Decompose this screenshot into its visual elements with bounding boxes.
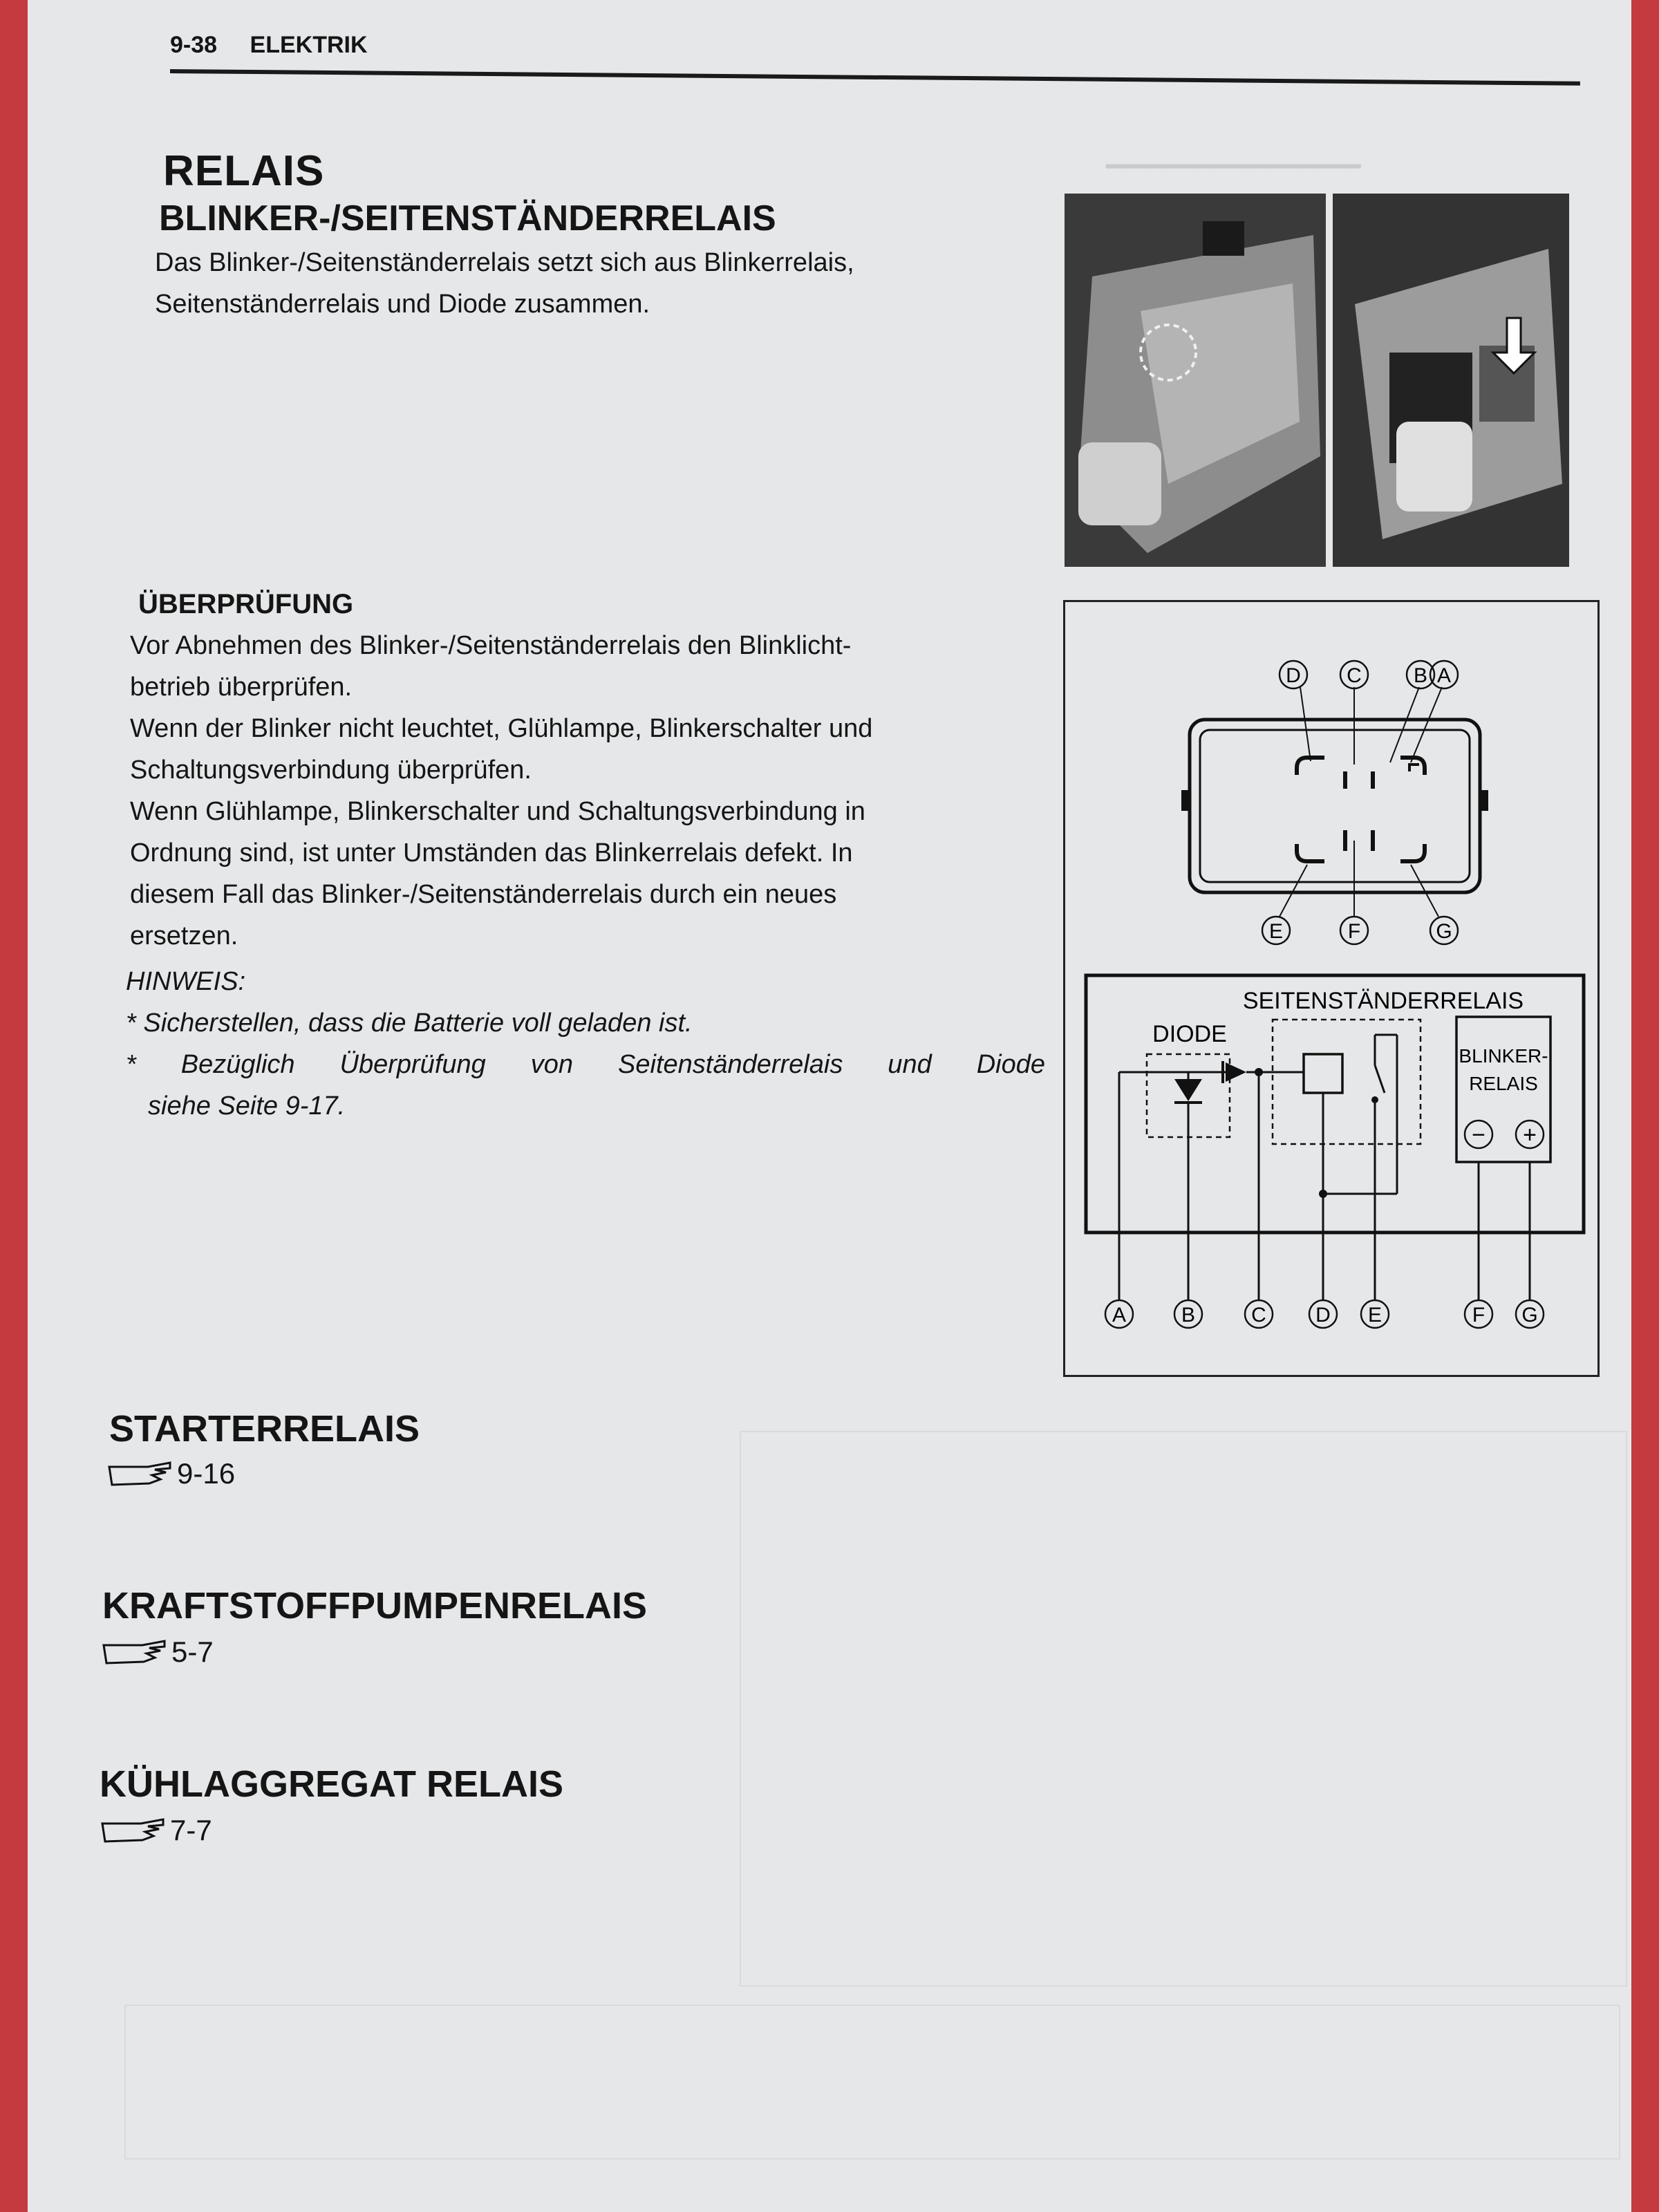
hinweis-title: HINWEIS: (126, 967, 246, 996)
svg-text:+: + (1523, 1122, 1537, 1148)
terminal-label-d (1309, 1300, 1337, 1328)
svg-text:A: A (1112, 1304, 1127, 1327)
relay-diagram-svg (1065, 602, 1602, 1379)
bleed-through-figure (740, 1431, 1627, 1987)
svg-text:−: − (1472, 1122, 1485, 1148)
relay-diagram (1063, 600, 1600, 1377)
pruefung-line: Wenn Glühlampe, Blinkerschalter und Schaltungsverbindung in (130, 797, 865, 826)
svg-text:A: A (1436, 664, 1452, 687)
hinweis-block (126, 961, 1045, 1127)
svg-text:B: B (1181, 1304, 1196, 1327)
terminal-b (1409, 765, 1419, 771)
svg-text:F: F (1347, 920, 1361, 943)
intro-line: Seitenständerrelais und Diode zusammen. (155, 290, 650, 319)
pruefung-line: Schaltungsverbindung überprüfen. (130, 756, 532, 785)
svg-text:D: D (1315, 1304, 1331, 1327)
kraftstoffpumpenrelais-heading: KRAFTSTOFFPUMPENRELAIS (102, 1585, 648, 1627)
pruefung-line: Wenn der Blinker nicht leuchtet, Glühlampe, Blinkerschalter und (130, 714, 873, 743)
page-number: 9-38 (170, 32, 218, 58)
hinweis-bullet-continuation: siehe Seite 9-17. (148, 1091, 346, 1121)
terminal-label-e (1361, 1300, 1389, 1328)
relais-heading: RELAIS (163, 147, 325, 195)
hinweis-bullet-text: Bezüglich Überprüfung von Seitenständerrelais und Diode (180, 1050, 1045, 1079)
svg-text:C: C (1347, 664, 1362, 687)
svg-text:G: G (1521, 1304, 1538, 1327)
pruefung-text (130, 625, 1040, 957)
hinweis-bullet: * Sicherstellen, dass die Batterie voll geladen ist. (126, 1009, 693, 1038)
pruefung-line: betrieb überprüfen. (130, 673, 353, 702)
kuehlaggregat-relais-heading: KÜHLAGGREGAT RELAIS (100, 1763, 563, 1805)
terminal-label-g (1516, 1300, 1544, 1328)
blinker-relay-label: BLINKER- (1459, 1045, 1548, 1067)
page-reference[interactable]: 7-7 (170, 1814, 212, 1846)
section-name: ELEKTRIK (250, 32, 368, 58)
pruefung-line: Ordnung sind, ist unter Umständen das Blinkerrelais defekt. In (130, 838, 853, 868)
terminal-label-a (1105, 1300, 1133, 1328)
kraftstoffpumpenrelais-reference (101, 1635, 214, 1669)
page-header (170, 32, 368, 59)
header-rule (170, 69, 1580, 86)
hinweis-bullet-text: Sicherstellen, dass die Batterie voll geladen ist. (143, 1009, 693, 1038)
svg-text:C: C (1251, 1304, 1266, 1327)
starterrelais-heading: STARTERRELAIS (109, 1408, 420, 1450)
connector-label-d (1280, 661, 1307, 688)
bleed-through-text: ━━━━━━━━━━━━━━━━━ (1106, 152, 1361, 180)
page-reference[interactable]: 9-16 (177, 1457, 236, 1490)
manual-page (28, 0, 1631, 2212)
pruefung-line: Vor Abnehmen des Blinker-/Seitenständerrelais den Blinklicht- (130, 631, 852, 660)
terminal-a (1400, 758, 1425, 775)
relais-intro (155, 242, 1040, 325)
kuehlaggregat-relais-reference (100, 1814, 212, 1847)
connector-label-g (1430, 917, 1458, 944)
terminal-label-f (1465, 1300, 1492, 1328)
connector-label-e (1262, 917, 1290, 944)
connector-inner (1200, 730, 1470, 882)
pruefung-line: ersetzen. (130, 921, 238, 950)
terminal-label-b (1174, 1300, 1202, 1328)
diode-symbol (1174, 1079, 1202, 1101)
relay-switch (1375, 1065, 1385, 1093)
connector-label-f (1340, 917, 1368, 944)
svg-text:E: E (1367, 1304, 1382, 1327)
bleed-through-box (124, 2005, 1620, 2159)
pruefung-line: diesem Fall das Blinker-/Seitenständerrelais durch ein neues (130, 880, 837, 909)
relay-photo (1065, 194, 1569, 567)
pointing-hand-icon (106, 1460, 173, 1488)
starterrelais-reference (106, 1457, 235, 1490)
connector-label-c (1340, 661, 1368, 688)
diode-symbol (1226, 1062, 1246, 1082)
seitenstaender-label: SEITENSTÄNDERRELAIS (1242, 988, 1524, 1014)
connector-housing (1190, 720, 1480, 892)
terminal-g (1400, 844, 1425, 861)
pruefung-heading: ÜBERPRÜFUNG (138, 589, 354, 619)
svg-text:E: E (1268, 920, 1284, 943)
relay-coil (1304, 1054, 1342, 1093)
terminal-e (1297, 844, 1324, 861)
pointing-hand-icon (101, 1638, 167, 1666)
diode-label: DIODE (1152, 1021, 1227, 1047)
svg-text:F: F (1472, 1304, 1485, 1327)
hinweis-bullet: * Bezüglich Überprüfung von Seitenständerrelais und Diode (126, 1050, 1045, 1079)
svg-text:B: B (1413, 664, 1428, 687)
svg-text:G: G (1436, 920, 1452, 943)
blinker-relay-label: RELAIS (1469, 1073, 1538, 1094)
page-reference[interactable]: 5-7 (171, 1635, 214, 1668)
blinker-relais-heading: BLINKER-/SEITENSTÄNDERRELAIS (159, 198, 776, 238)
relay-photo-illustration (1065, 194, 1569, 567)
pointing-hand-icon (100, 1817, 166, 1844)
terminal-label-c (1245, 1300, 1273, 1328)
intro-line: Das Blinker-/Seitenständerrelais setzt sich aus Blinkerrelais, (155, 248, 854, 277)
svg-text:D: D (1286, 664, 1301, 687)
seitenstaender-box (1273, 1020, 1421, 1144)
